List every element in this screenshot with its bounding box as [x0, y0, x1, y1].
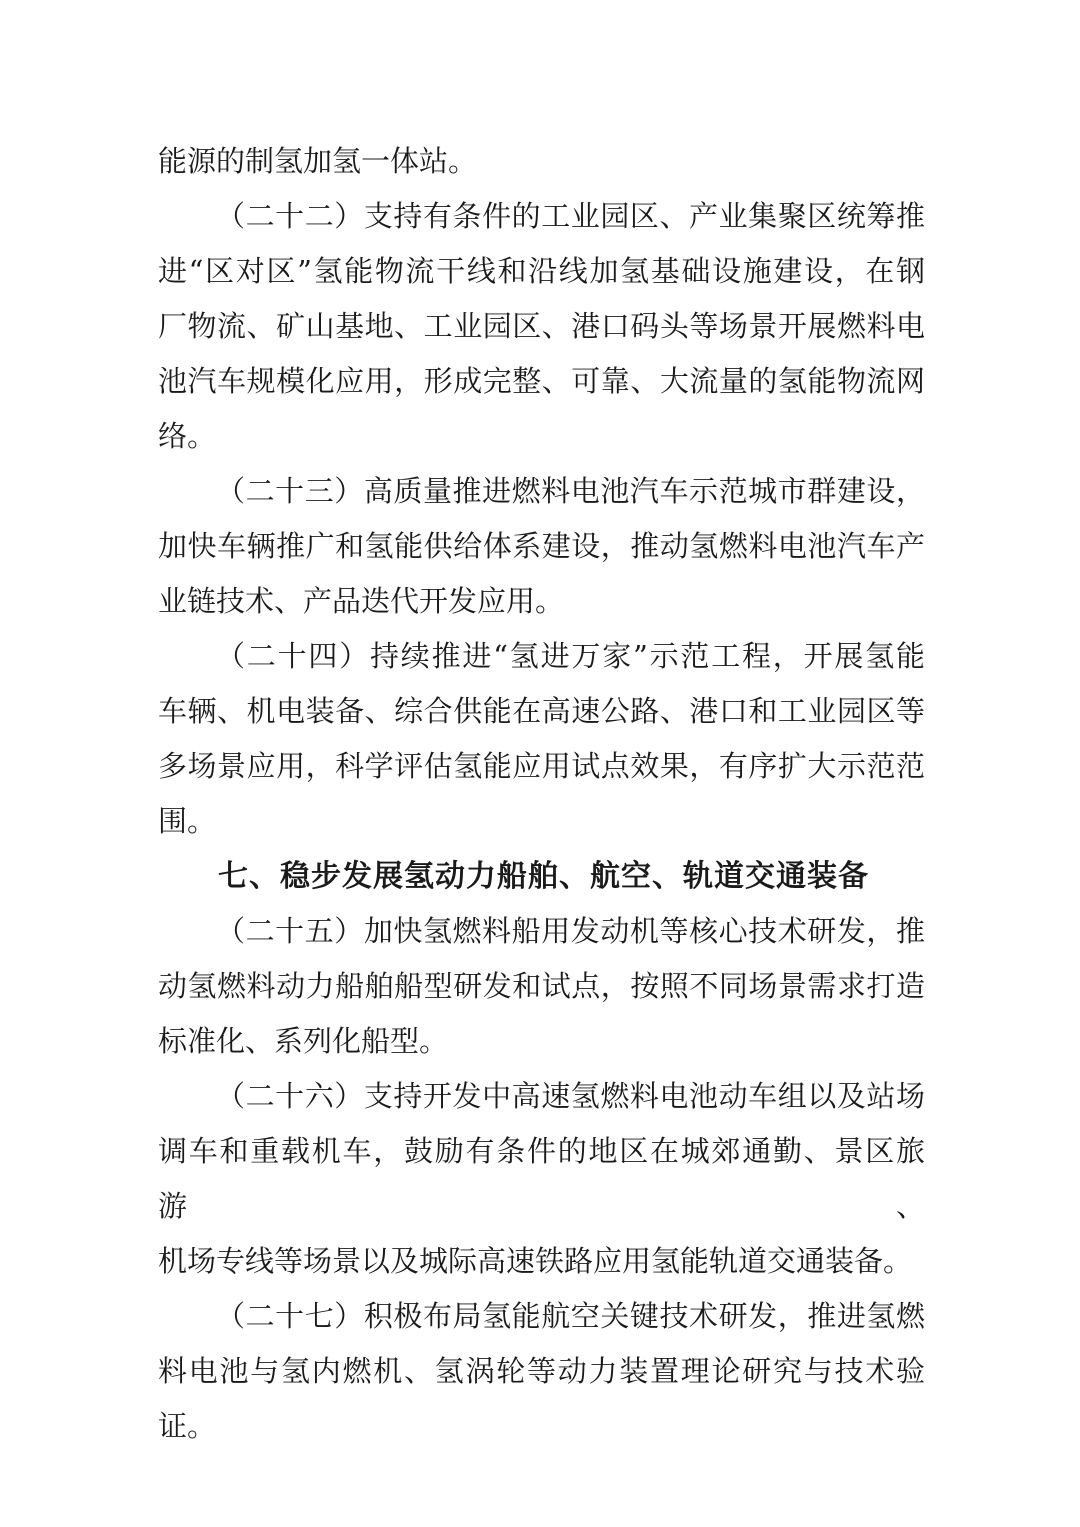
text-line: 加快车辆推广和氢能供给体系建设，推动氢燃料电池汽车产	[158, 529, 925, 563]
text-line-item24: （二十四）持续推进“氢进万家”示范工程，开展氢能	[216, 639, 925, 673]
text-line: 业链技术、产品迭代开发应用。	[158, 584, 565, 618]
text-line: 多场景应用，科学评估氢能应用试点效果，有序扩大示范范	[158, 749, 925, 783]
text-line: 料电池与氢内燃机、氢涡轮等动力装置理论研究与技术验	[158, 1354, 925, 1388]
section-heading: 七、稳步发展氢动力船舶、航空、轨道交通装备	[218, 859, 869, 894]
text-line-item27: （二十七）积极布局氢能航空关键技术研发，推进氢燃	[216, 1299, 925, 1333]
text-line: 证。	[158, 1409, 217, 1443]
text-line: 动氢燃料动力船舶船型研发和试点，按照不同场景需求打造	[158, 969, 925, 1003]
text-line: 进“区对区”氢能物流干线和沿线加氢基础设施建设，在钢	[158, 254, 925, 288]
text-line-item26: （二十六）支持开发中高速氢燃料电池动车组以及站场	[216, 1079, 925, 1113]
text-line: 围。	[158, 804, 217, 838]
text-line: 车辆、机电装备、综合供能在高速公路、港口和工业园区等	[158, 694, 925, 728]
text-line-continuation: 能源的制氢加氢一体站。	[158, 144, 478, 178]
text-line: 络。	[158, 419, 217, 453]
text-line: 机场专线等场景以及城际高速铁路应用氢能轨道交通装备。	[158, 1244, 913, 1278]
text-line-item22: （二十二）支持有条件的工业园区、产业集聚区统筹推	[216, 199, 925, 233]
text-line: 标准化、系列化船型。	[158, 1024, 449, 1058]
text-line-item25: （二十五）加快氢燃料船用发动机等核心技术研发，推	[216, 914, 925, 948]
text-line: 池汽车规模化应用，形成完整、可靠、大流量的氢能物流网	[158, 364, 925, 398]
text-line-item23: （二十三）高质量推进燃料电池汽车示范城市群建设，	[216, 474, 925, 508]
text-line: 调车和重载机车，鼓励有条件的地区在城郊通勤、景区旅游、	[158, 1134, 925, 1223]
text-line: 厂物流、矿山基地、工业园区、港口码头等场景开展燃料电	[158, 309, 925, 343]
